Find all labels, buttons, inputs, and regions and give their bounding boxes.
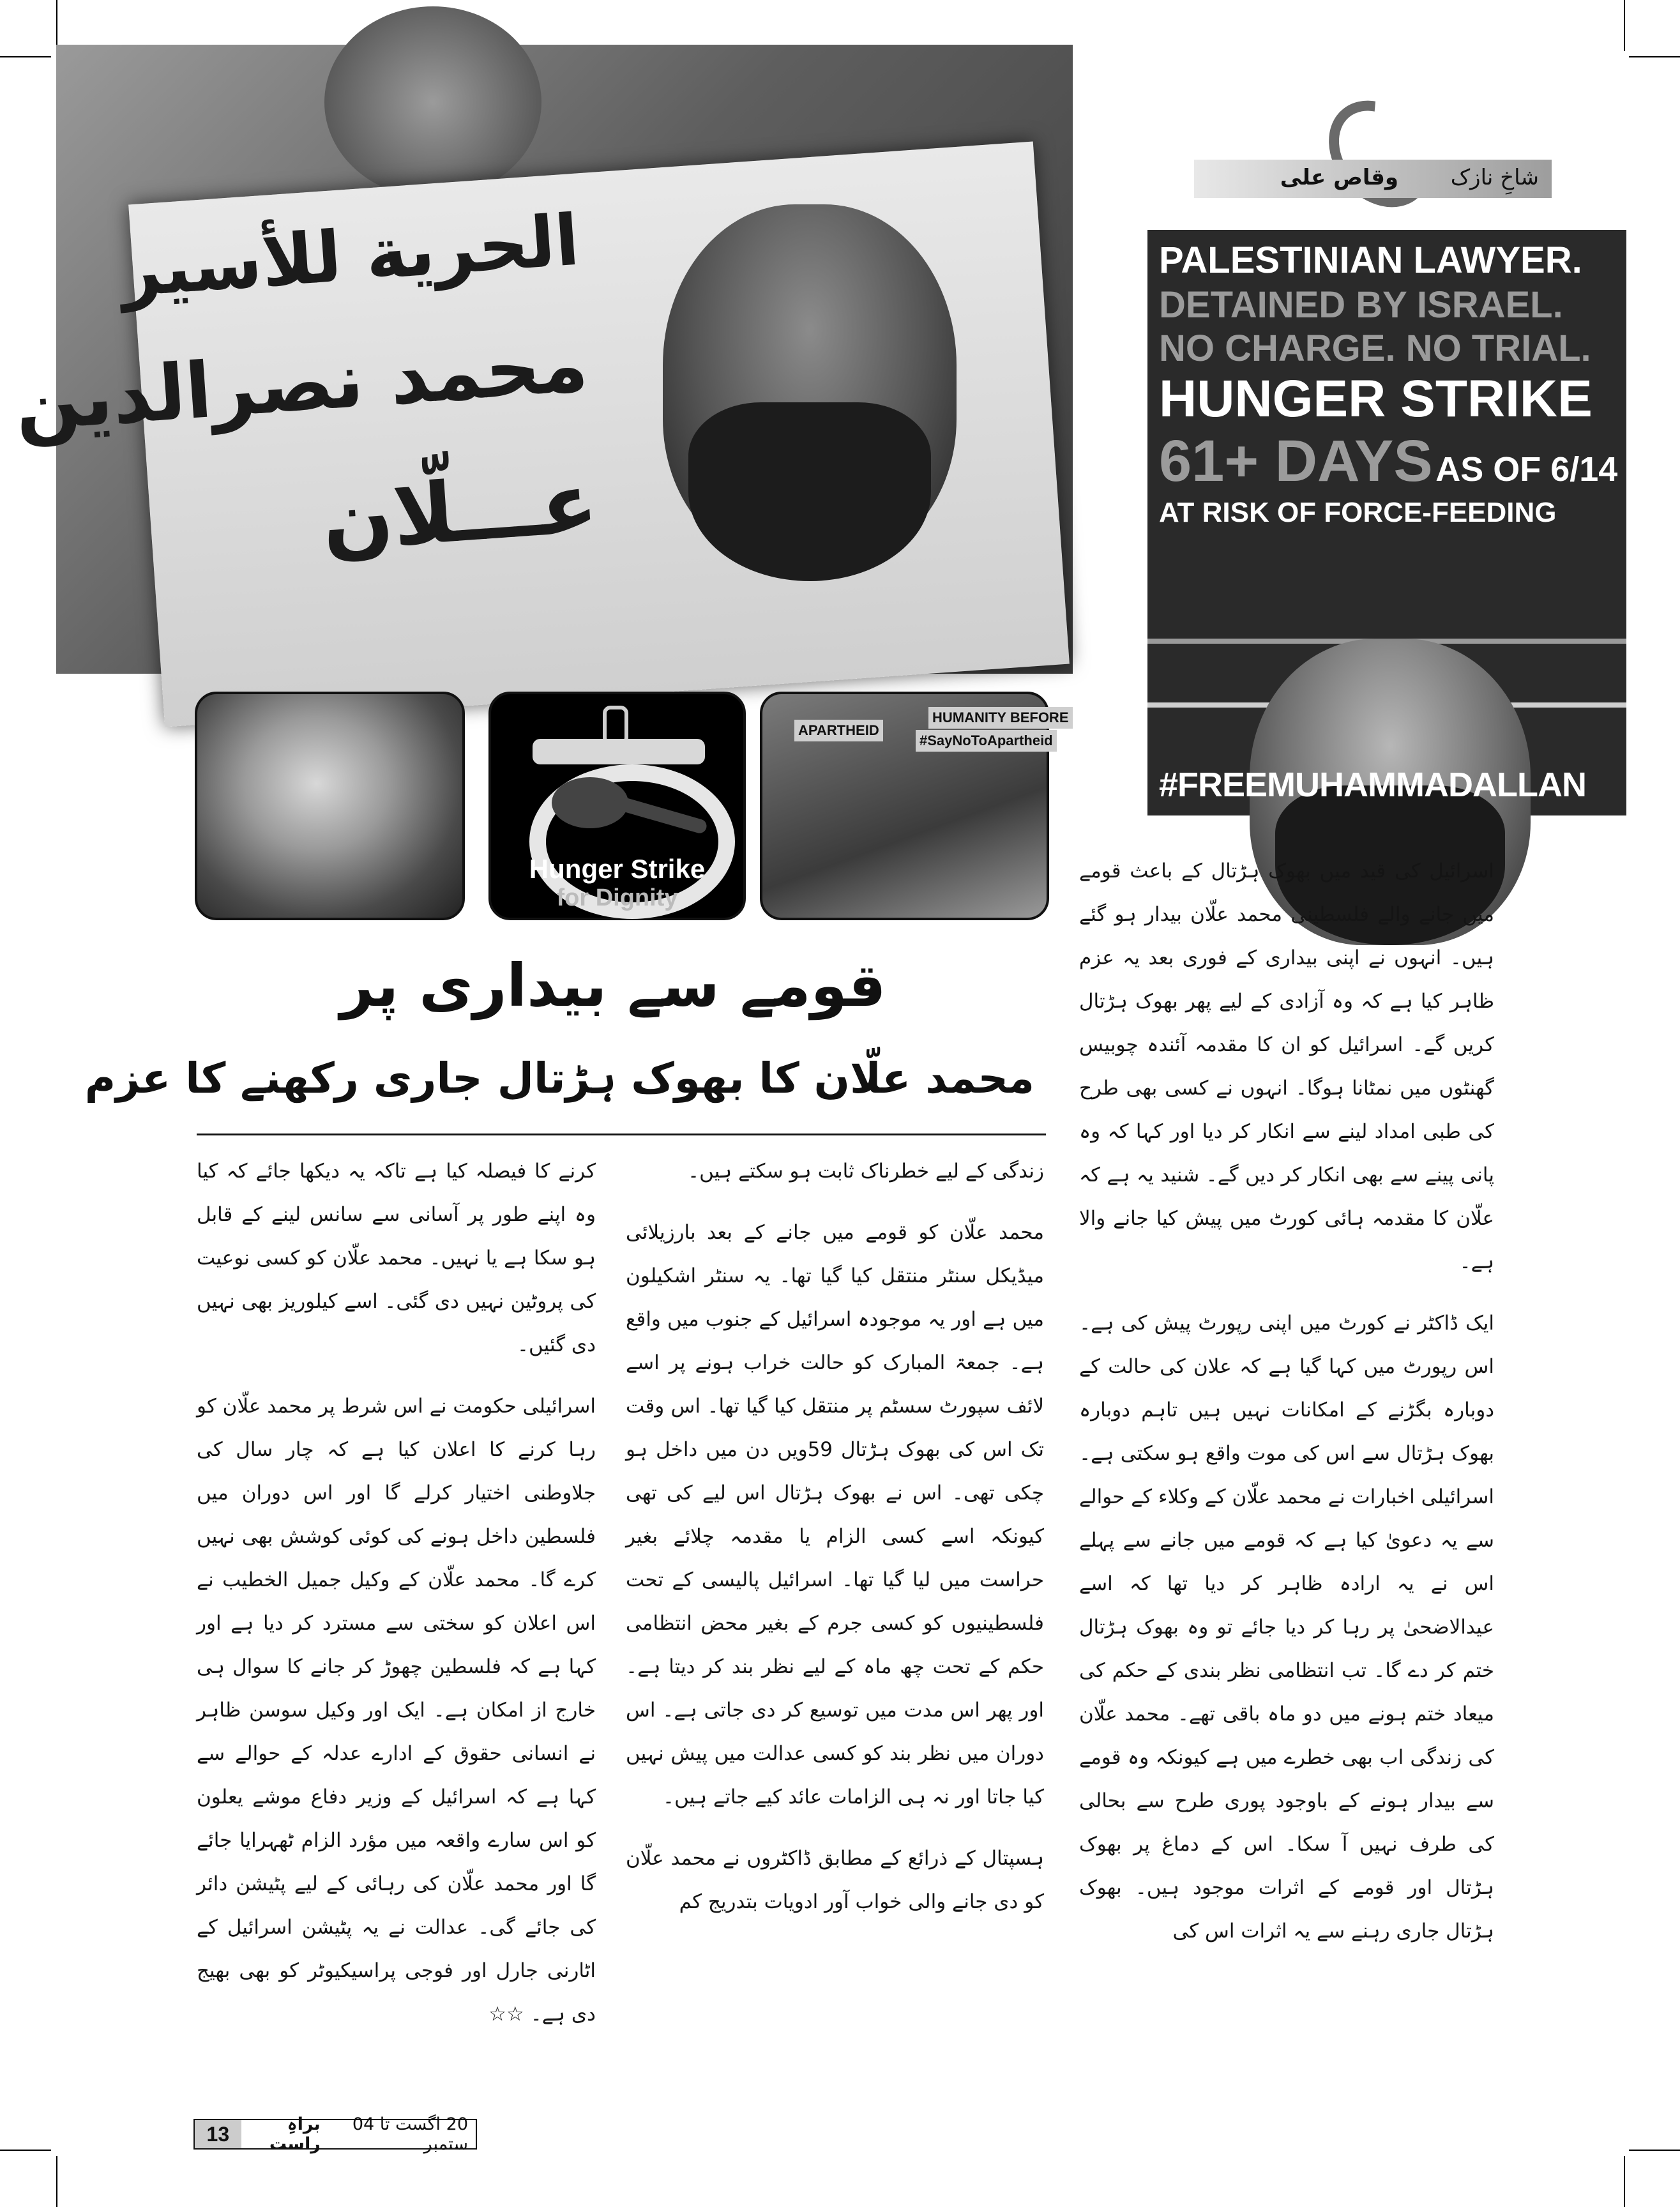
- rally-sign: HUMANITY BEFORE: [928, 707, 1073, 729]
- poster-hashtag: #FREEMUHAMMADALLAN: [1159, 766, 1586, 804]
- page-number: 13: [195, 2120, 241, 2148]
- poster-days: 61+ DAYS: [1159, 429, 1433, 494]
- logo-title: Hunger Strike: [529, 854, 706, 884]
- poster-line-3: NO CHARGE. NO TRIAL.: [1159, 328, 1591, 369]
- crop-mark: [1624, 0, 1625, 51]
- article-paragraph: زندگی کے لیے خطرناک ثابت ہو سکتے ہیں۔: [687, 1160, 1044, 1183]
- headline-rule: [197, 1134, 1046, 1135]
- poster-line-4: HUNGER STRIKE: [1159, 370, 1593, 428]
- crop-mark: [0, 2150, 51, 2151]
- article-paragraph: اسرائیلی حکومت نے اس شرط پر محمد علّان کو رہا کرنے کا اعلان کیا ہے کہ چار سال کی جلاوطنی اختیار کرلے گا اور اس دوران میں فلسطین داخل ہونے کی کوئی کوشش بھی نہیں کرے گا۔ محمد علّان کے وکیل جمیل الخطیب نے اس اعلان کو سختی سے مسترد کر دیا ہے اور کہا ہے کہ فلسطین چھوڑ کر جانے کا سوال ہی خارج از امکان ہے۔ ایک اور وکیل سوسن ظاہر نے انسانی حقوق کے ادارے عدلہ کے حوالے سے کہا ہے کہ اسرائیل کے وزیر دفاع موشے یعلون کو اس سارے واقعہ میں مؤرد الزام ٹھہرایا جائے گا اور محمد علّان کی رہائی کے لیے پٹیشن دائر کی جائے گی۔ عدالت نے یہ پٹیشن اسرائیل کے اٹارنی جارل اور فوجی پراسیکیوٹر کو بھی بھیج دی ہے۔ ☆☆: [197, 1395, 596, 2026]
- handcuff-bar: [533, 739, 705, 764]
- article-title: قومے سے بیداری پر: [340, 952, 886, 1020]
- article-paragraph: محمد علّان کو قومے میں جانے کے بعد بارزیلائی میڈیکل سنٹر منتقل کیا گیا تھا۔ یہ سنٹر اشکیلون میں ہے اور یہ موجودہ اسرائیل کے جنوب میں واقع ہے۔ جمعۃ المبارک کو حالت خراب ہونے پر اسے لائف سپورٹ سسٹم پر منتقل کیا گیا تھا۔ اس وقت تک اس کی بھوک ہڑتال 59ویں دن میں داخل ہو چکی تھی۔ اس نے بھوک ہڑتال اس لیے کی تھی کیونکہ اسے کسی الزام یا مقدمہ چلائے بغیر حراست میں لیا گیا تھا۔ اسرائیل پالیسی کے تحت فلسطینیوں کو کسی جرم کے بغیر محض انتظامی حکم کے تحت چھ ماہ کے لیے نظر بند کر دیتا ہے۔ اور پھر اس مدت میں توسیع کر دی جاتی ہے۔ اس دوران میں نظر بند کو کسی عدالت میں پیش نہیں کیا جاتا اور نہ ہی الزامات عائد کیے جاتے ہیں۔: [626, 1221, 1044, 1809]
- magazine-name: براہِ راست: [269, 2114, 321, 2154]
- crop-mark: [1629, 56, 1680, 57]
- article-paragraph: کرنے کا فیصلہ کیا ہے تاکہ یہ دیکھا جائے کہ کیا وہ اپنے طور پر آسانی سے سانس لینے کے قابل ہو سکا ہے یا نہیں۔ محمد علّان کو کسی نوعیت کی پروٹین نہیں دی گئی۔ اسے کیلوریز بھی نہیں دی گئیں۔: [197, 1160, 596, 1356]
- article-subtitle: محمد علّان کا بھوک ہڑتال جاری رکھنے کا عزم: [84, 1054, 1034, 1103]
- placard-line: الحرية للأسير: [117, 199, 582, 313]
- crop-mark: [56, 0, 57, 51]
- rally-sign: #SayNoToApartheid: [916, 730, 1057, 752]
- crop-mark: [1624, 2156, 1625, 2207]
- placard-line: عـــلّان: [319, 453, 601, 570]
- article-column-right: [1079, 849, 1494, 1971]
- thumbnail-hunger-strike-logo: [488, 692, 746, 920]
- protest-photo: [11, 45, 1073, 674]
- poster-line-5: [1159, 428, 1617, 495]
- rally-sign: APARTHEID: [794, 720, 883, 741]
- page-curl-graphic: [1308, 80, 1452, 228]
- thumbnail-rally-photo: [760, 692, 1069, 920]
- logo-subtitle: for Dignity: [556, 884, 678, 911]
- crop-mark: [56, 2156, 57, 2207]
- crop-mark: [0, 56, 51, 57]
- article-paragraph: ہسپتال کے ذرائع کے مطابق ڈاکٹروں نے محمد علّان کو دی جانے والی خواب آور ادویات بتدریج کم: [626, 1847, 1044, 1913]
- crop-mark: [1629, 2150, 1680, 2151]
- author-byline: [1194, 160, 1552, 198]
- protester-head: [324, 6, 541, 198]
- poster-date: AS OF 6/14: [1435, 450, 1618, 489]
- page-footer: [193, 2114, 477, 2154]
- placard-portrait-beard: [688, 402, 931, 581]
- article-paragraph: ایک ڈاکٹر نے کورٹ میں اپنی رپورٹ پیش کی ہے۔ اس رپورٹ میں کہا گیا ہے کہ علان کی حالت کے دوبارہ بگڑنے کے امکانات نہیں ہیں تاہم دوبارہ بھوک ہڑتال سے اس کی موت واقع ہو سکتی ہے۔ اسرائیلی اخبارات نے محمد علّان کے وکلاء کے حوالے سے یہ دعویٰ کیا ہے کہ قومے میں جانے سے پہلے اس نے یہ ارادہ ظاہر کر دیا تھا کہ اسے عیدالاضحیٰ پر رہا کر دیا جائے تو وہ بھوک ہڑتال ختم کر دے گا۔ تب انتظامی نظر بندی کے حکم کی میعاد ختم ہونے میں دو ماہ باقی تھے۔ محمد علّان کی زندگی اب بھی خطرے میں ہے کیونکہ وہ قومے سے بیدار ہونے کے باوجود پوری طرح سے بحالی کی طرف نہیں آ سکا۔ اس کے دماغ پر بھوک ہڑتال اور قومے کے اثرات موجود ہیں۔ بھوک ہڑتال جاری رہنے سے یہ اثرات اس کی: [1079, 1312, 1494, 1943]
- poster-line-1: PALESTINIAN LAWYER.: [1159, 239, 1582, 281]
- poster-line-6: AT RISK OF FORCE-FEEDING: [1159, 497, 1557, 528]
- poster-line-2: DETAINED BY ISRAEL.: [1159, 284, 1563, 326]
- article-column-left: [197, 1149, 596, 2054]
- article-paragraph: اسرائیل کی قید میں بھوک ہڑتال کے باعث قومے میں جانے والے فلسطینی محمد علّان بیدار ہو گئے ہیں۔ انہوں نے اپنی بیداری کے فوری بعد یہ عزم ظاہر کیا ہے کہ وہ آزادی کے لیے پھر بھوک ہڑتال کریں گے۔ اسرائیل کو ان کا مقدمہ آئندہ چوبیس گھنٹوں میں نمٹانا ہوگا۔ انہوں نے کسی بھی طرح کی طبی امداد لینے سے انکار کر دیا اور کہا کہ وہ پانی پینے سے بھی انکار کر دیں گے۔ شنید یہ ہے کہ علّان کا مقدمہ ہائی کورٹ میں پیش کیا جانے والا ہے۔: [1079, 860, 1494, 1273]
- placard-line: محمد نصرالدين: [11, 320, 591, 449]
- thumbnail-prisoner-photo: [195, 692, 465, 920]
- author-name: وقاص علی: [1280, 165, 1398, 190]
- column-name: شاخِ نازک: [1450, 165, 1539, 190]
- article-column-middle: [626, 1149, 1044, 1941]
- issue-date: 20 اگست تا 04 ستمبر: [352, 2114, 468, 2154]
- campaign-poster: [1147, 230, 1626, 815]
